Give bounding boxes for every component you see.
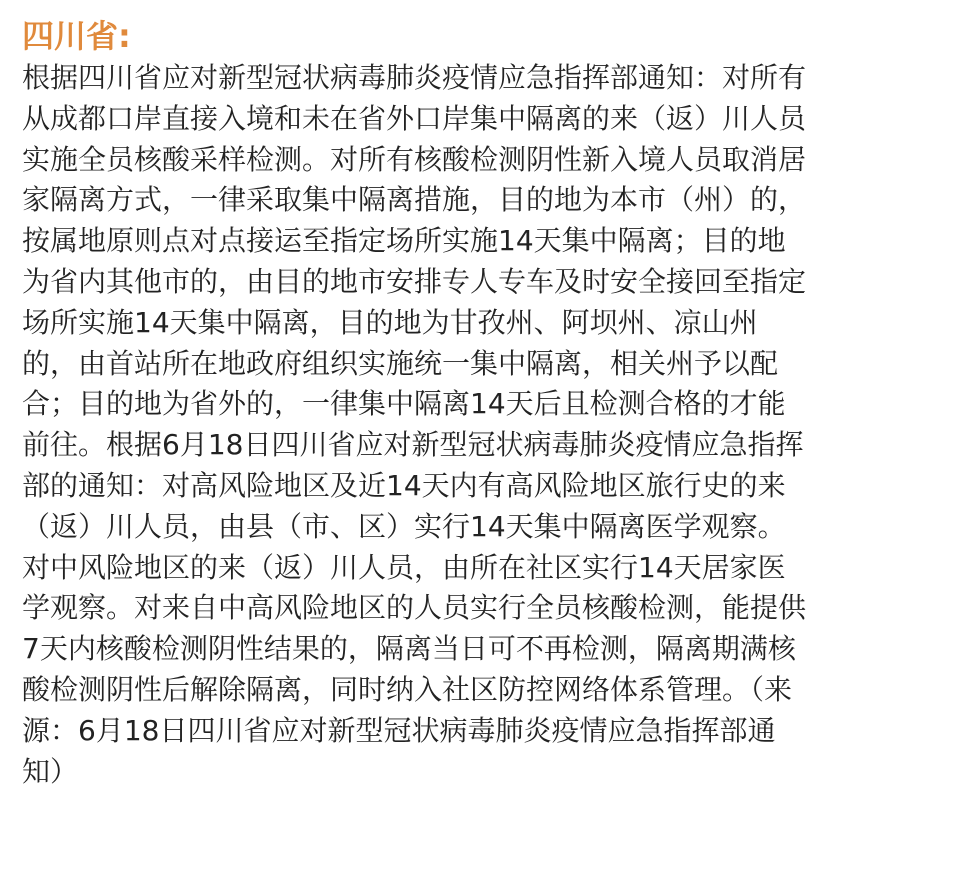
body-line: 知） — [22, 754, 79, 788]
body-line: 场所实施14天集中隔离，目的地为甘孜州、阿坝州、凉山州 — [22, 305, 758, 339]
body-line: 按属地原则点对点接运至指定场所实施14天集中隔离；目的地 — [22, 224, 786, 258]
article-body — [22, 58, 946, 792]
body-line: 前往。根据6月18日四川省应对新型冠状病毒肺炎疫情应急指挥 — [22, 428, 804, 462]
body-line: 对中风险地区的来（返）川人员，由所在社区实行14天居家医 — [22, 550, 786, 584]
body-line: 家隔离方式，一律采取集中隔离措施，目的地为本市（州）的， — [22, 183, 807, 217]
body-line: 学观察。对来自中高风险地区的人员实行全员核酸检测，能提供 — [22, 591, 807, 625]
body-line: 根据四川省应对新型冠状病毒肺炎疫情应急指挥部通知：对所有 — [22, 61, 807, 94]
body-line: 酸检测阴性后解除隔离，同时纳入社区防控网络体系管理。（来 — [22, 672, 793, 706]
body-line: 7天内核酸检测阴性结果的，隔离当日可不再检测，隔离期满核 — [22, 632, 796, 666]
body-line: 部的通知：对高风险地区及近14天内有高风险地区旅行史的来 — [22, 468, 786, 502]
article — [22, 14, 946, 792]
body-line: （返）川人员，由县（市、区）实行14天集中隔离医学观察。 — [22, 509, 786, 543]
body-line: 从成都口岸直接入境和未在省外口岸集中隔离的来（返）川人员 — [22, 101, 807, 135]
section-heading: 四川省: — [22, 17, 131, 55]
body-line: 实施全员核酸采样检测。对所有核酸检测阴性新入境人员取消居 — [22, 142, 807, 176]
body-line: 的，由首站所在地政府组织实施统一集中隔离，相关州予以配 — [22, 346, 779, 380]
body-line: 为省内其他市的，由目的地市安排专人专车及时安全接回至指定 — [22, 264, 807, 298]
body-line: 合；目的地为省外的，一律集中隔离14天后且检测合格的才能 — [22, 387, 786, 421]
body-line: 源：6月18日四川省应对新型冠状病毒肺炎疫情应急指挥部通 — [22, 713, 776, 747]
